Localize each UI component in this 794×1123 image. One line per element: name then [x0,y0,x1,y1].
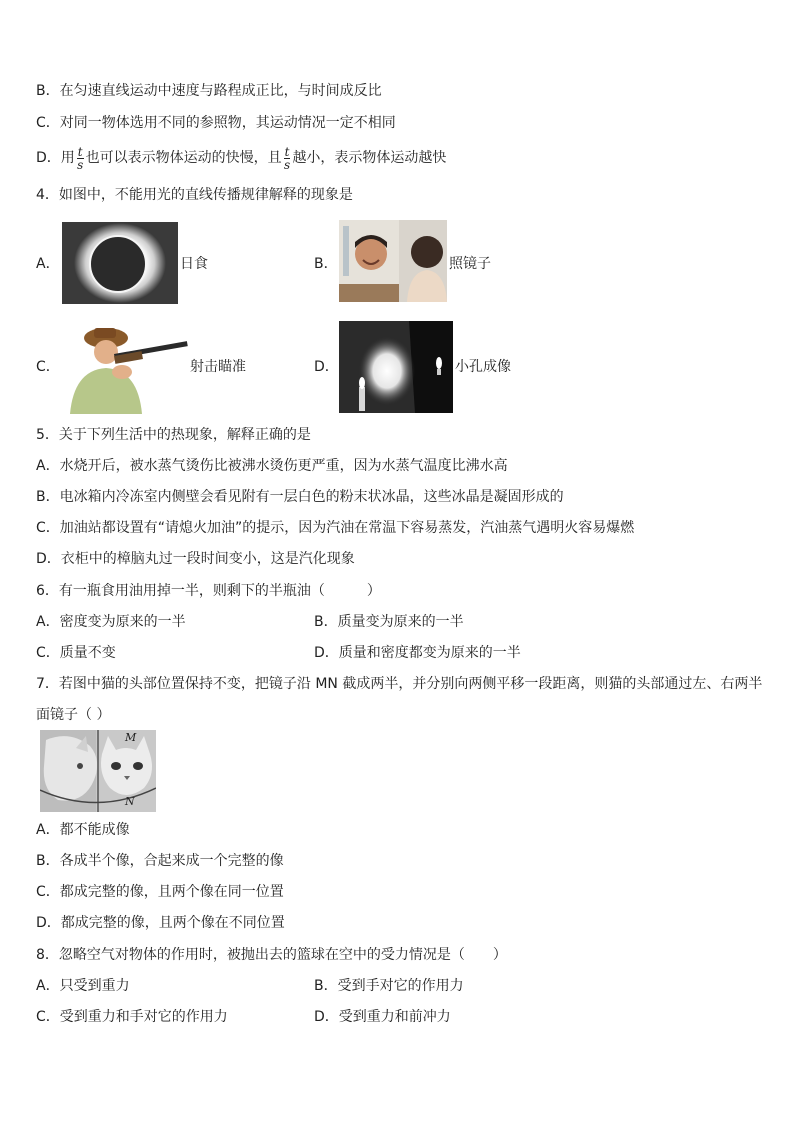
q7-option-c: C．都成完整的像，且两个像在同一位置 [36,884,284,900]
q5-stem: 5．关于下列生活中的热现象，解释正确的是 [36,427,311,443]
q6-option-d: D．质量和密度都变为原来的一半 [314,645,521,661]
q4-option-c-letter: C． [36,359,60,375]
fraction-t-over-s-2 [284,146,291,171]
q4-option-c-text: 射击瞄准 [190,359,246,375]
q8-option-d: D．受到重力和前冲力 [314,1009,451,1025]
q4-option-a-text: 日食 [180,256,208,272]
q8-stem: 8．忽略空气对物体的作用时，被抛出去的篮球在空中的受力情况是（ ） [36,947,507,963]
solar-eclipse-image [62,222,178,304]
shooting-aim-image [62,324,188,414]
q5-option-d: D．衣柜中的樟脑丸过一段时间变小，这是汽化现象 [36,551,355,567]
q8-option-a: A．只受到重力 [36,978,130,994]
q7-stem-line2: 面镜子（ ） [36,707,111,723]
q6-option-b: B．质量变为原来的一半 [314,614,464,630]
q4-option-d-letter: D． [314,359,339,375]
q6-option-c: C．质量不变 [36,645,116,661]
q4-stem: 4．如图中，不能用光的直线传播规律解释的现象是 [36,187,353,203]
mirror-photo-image [339,220,447,302]
label-n: N [125,795,135,808]
q7-option-a: A．都不能成像 [36,822,130,838]
q3-option-b: B．在匀速直线运动中速度与路程成正比，与时间成反比 [36,83,382,99]
q7-stem-line1: 7．若图中猫的头部位置保持不变，把镜子沿 MN 截成两半，并分别向两侧平移一段距离，则猫的头部通过左、右两半 [36,676,763,692]
q7-option-b: B．各成半个像，合起来成一个完整的像 [36,853,284,869]
fraction-denominator: s [77,157,84,172]
q7-option-d: D．都成完整的像，且两个像在不同位置 [36,915,285,931]
q6-stem: 6．有一瓶食用油用掉一半，则剩下的半瓶油（ ） [36,583,381,599]
q6-option-a: A．密度变为原来的一半 [36,614,186,630]
fraction-numerator: t [77,144,83,159]
q4-option-b-text: 照镜子 [449,256,491,272]
q5-option-c: C．加油站都设置有“请熄火加油”的提示，因为汽油在常温下容易蒸发，汽油蒸气遇明火容易爆燃 [36,520,635,536]
fraction-t-over-s [77,146,84,171]
q3-option-c: C．对同一物体选用不同的参照物，其运动情况一定不相同 [36,115,396,131]
q5-option-a: A．水烧开后，被水蒸气烫伤比被沸水烫伤更严重，因为水蒸气温度比沸水高 [36,458,508,474]
cat-mirror-image [40,730,156,812]
q3-option-d-prefix: D．用 [36,150,75,166]
pinhole-image [339,321,453,413]
q3-option-d-middle: 也可以表示物体运动的快慢，且 [85,150,282,166]
q4-option-b-letter: B． [314,256,338,272]
q5-option-b: B．电冰箱内冷冻室内侧壁会看见附有一层白色的粉末状冰晶，这些冰晶是凝固形成的 [36,489,564,505]
q8-option-b: B．受到手对它的作用力 [314,978,464,994]
q3-option-d-suffix: 越小，表示物体运动越快 [292,150,447,166]
fraction-denominator-2: s [283,157,291,172]
q3-option-d [36,142,446,174]
q4-option-a-letter: A． [36,256,60,272]
q4-option-d-text: 小孔成像 [455,359,511,375]
fraction-numerator-2: t [284,144,290,159]
q8-option-c: C．受到重力和手对它的作用力 [36,1009,228,1025]
label-m: M [125,731,137,744]
